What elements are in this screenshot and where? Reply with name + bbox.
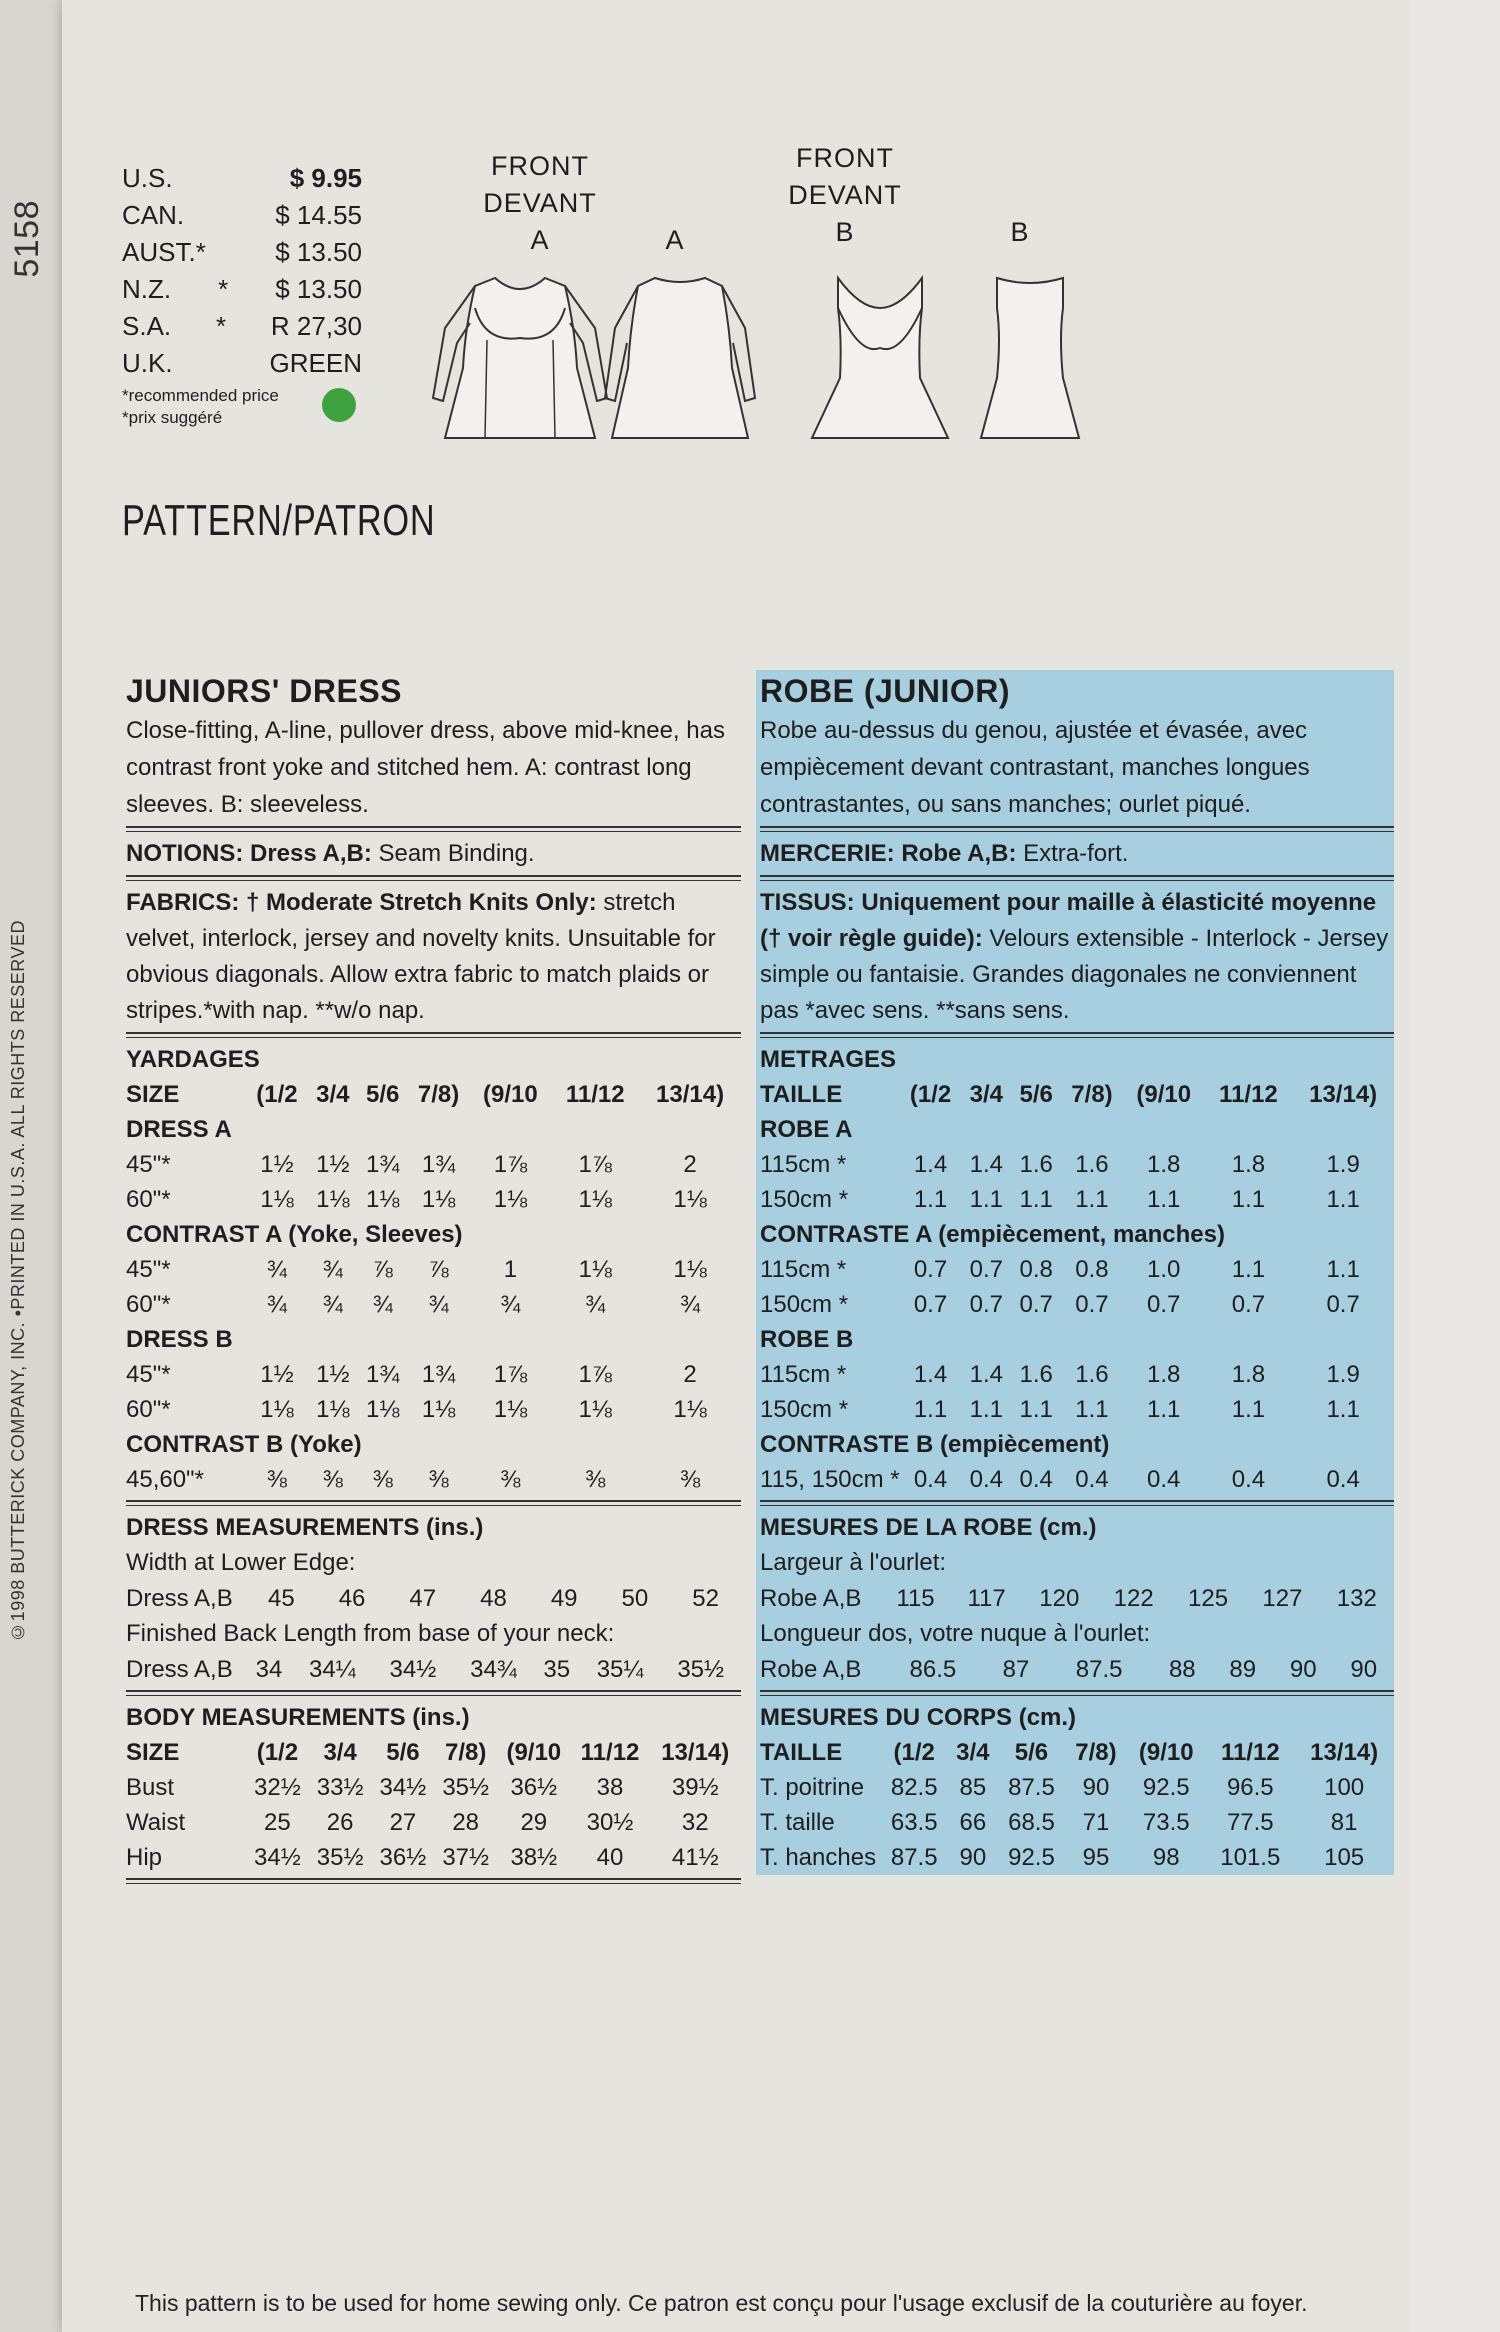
sketch-label-front-b: FRONT DEVANT B — [788, 143, 902, 247]
dress-measurements-heading: MESURES DE LA ROBE (cm.) — [760, 1514, 1097, 1541]
divider — [760, 1032, 1394, 1038]
width-label: Width at Lower Edge: — [126, 1549, 356, 1576]
price-row: S.A. * R 27,30 — [122, 311, 362, 341]
body-table — [760, 1735, 1394, 1875]
divider — [760, 1690, 1394, 1696]
table-row: Bust 32½ 33½ 34½ 35½ 36½ 38 39½ — [126, 1774, 719, 1801]
divider — [126, 1500, 741, 1506]
table-row: 115cm * 1.4 1.4 1.6 1.6 1.8 1.8 1.9 — [760, 1361, 1360, 1388]
table-row: 150cm * 1.1 1.1 1.1 1.1 1.1 1.1 1.1 — [760, 1396, 1360, 1423]
dress-b-back-sketch — [975, 268, 1085, 448]
table-row: Waist 25 26 27 28 29 30½ 32 — [126, 1809, 709, 1836]
divider — [760, 875, 1394, 881]
view-heading: ROBE A — [760, 1116, 853, 1143]
yardage-table — [126, 1077, 741, 1497]
section-title: ROBE (JUNIOR) — [760, 673, 1011, 709]
table-row: 150cm * 0.7 0.7 0.7 0.7 0.7 0.7 0.7 — [760, 1291, 1360, 1318]
dress-a-front-sketch — [425, 268, 615, 448]
size-header-row: SIZE (1/2 3/4 5/6 7/8) (9/10 11/12 13/14) — [126, 1739, 730, 1766]
table-row: 115cm * 1.4 1.4 1.6 1.6 1.8 1.8 1.9 — [760, 1151, 1360, 1178]
table-row: Dress A,B 45 46 47 48 49 50 52 — [126, 1585, 719, 1612]
left-edge — [0, 0, 62, 2332]
description: Close-fitting, A-line, pullover dress, above mid-knee, has contrast front yoke and stitched hem. A: contrast long sleeves. B: sleeveless. — [126, 717, 725, 818]
view-heading: DRESS B — [126, 1326, 233, 1353]
notions: NOTIONS: Dress A,B: Seam Binding. — [126, 840, 535, 867]
body-table — [126, 1735, 741, 1875]
table-row: Hip 34½ 35½ 36½ 37½ 38½ 40 41½ — [126, 1844, 719, 1871]
table-row: Robe A,B 115 117 120 122 125 127 132 — [760, 1585, 1377, 1612]
english-column — [126, 670, 741, 1888]
dress-a-back-sketch — [600, 268, 760, 448]
price-row: AUST.* $ 13.50 — [122, 237, 362, 267]
size-header-row: SIZE (1/2 3/4 5/6 7/8) (9/10 11/12 13/14) — [126, 1081, 725, 1108]
view-heading: CONTRASTE B (empiècement) — [760, 1431, 1110, 1458]
dress-b-front-sketch — [800, 268, 960, 448]
divider — [126, 826, 741, 832]
pattern-title: PATTERN/PATRON — [122, 496, 436, 545]
table-row: 60"* 1⅛ 1⅛ 1⅛ 1⅛ 1⅛ 1⅛ 1⅛ — [126, 1186, 707, 1213]
fabrics: TISSUS: Uniquement pour maille à élasticité moyenne († voir règle guide): Velours extensible - Interlock - Jersey simple ou fantaisie. Grandes diagonales ne conviennent pas *avec sens. **sans sens. — [760, 889, 1389, 1024]
description: Robe au-dessus du genou, ajustée et évasée, avec empiècement devant contrastant, manches longues contrastantes, ou sans manches; ourlet piqué. — [760, 717, 1310, 818]
yardage-table — [760, 1077, 1394, 1497]
view-heading: ROBE B — [760, 1326, 854, 1353]
table-row: 45"* 1½ 1½ 1¾ 1¾ 1⅞ 1⅞ 2 — [126, 1361, 697, 1388]
size-header-row: TAILLE (1/2 3/4 5/6 7/8) (9/10 11/12 13/14) — [760, 1739, 1379, 1766]
width-table — [760, 1581, 1394, 1616]
width-label: Largeur à l'ourlet: — [760, 1549, 947, 1576]
divider — [126, 1690, 741, 1696]
yardages-heading: YARDAGES — [126, 1046, 260, 1073]
view-heading: CONTRASTE A (empiècement, manches) — [760, 1221, 1225, 1248]
body-measurements-heading: MESURES DU CORPS (cm.) — [760, 1704, 1077, 1731]
price-list — [122, 160, 362, 382]
pattern-number: 5158 — [8, 200, 46, 278]
table-row: 115, 150cm * 0.4 0.4 0.4 0.4 0.4 0.4 0.4 — [760, 1466, 1360, 1493]
divider — [126, 1032, 741, 1038]
yardages-heading: METRAGES — [760, 1046, 897, 1073]
sketch-label-back-b: B — [1010, 217, 1030, 247]
fabrics: FABRICS: † Moderate Stretch Knits Only: stretch velvet, interlock, jersey and novelty knits. Unsuitable for obvious diagonals. Allow extra fabric to match plaids or stripes.*with nap. **w/o nap. — [126, 889, 716, 1024]
body-measurements-heading: BODY MEASUREMENTS (ins.) — [126, 1704, 470, 1731]
sketch-label-front-a: FRONT DEVANT A — [483, 151, 597, 255]
length-table — [126, 1652, 741, 1687]
copyright-text: ©1998 BUTTERICK COMPANY, INC. •PRINTED IN U.S.A. ALL RIGHTS RESERVED — [8, 920, 28, 1642]
stretch-gauge-flap — [1410, 0, 1500, 2332]
table-row: 60"* 1⅛ 1⅛ 1⅛ 1⅛ 1⅛ 1⅛ 1⅛ — [126, 1396, 707, 1423]
table-row: 45,60"* ⅜ ⅜ ⅜ ⅜ ⅜ ⅜ ⅜ — [126, 1466, 701, 1493]
divider — [126, 1878, 741, 1884]
divider — [760, 1500, 1394, 1506]
divider — [126, 875, 741, 881]
table-row: 60"* ¾ ¾ ¾ ¾ ¾ ¾ ¾ — [126, 1291, 701, 1318]
dress-measurements-heading: DRESS MEASUREMENTS (ins.) — [126, 1514, 484, 1541]
length-table — [760, 1652, 1394, 1687]
length-label: Finished Back Length from base of your neck: — [126, 1620, 615, 1647]
french-column — [756, 670, 1394, 1875]
price-notes: *recommended price *prix suggéré — [122, 386, 279, 427]
table-row: Robe A,B 86.5 87 87.5 88 89 90 90 — [760, 1656, 1378, 1683]
section-title: JUNIORS' DRESS — [126, 673, 402, 709]
price-row: U.S. $ 9.95 — [122, 163, 362, 193]
price-row: CAN. $ 14.55 — [122, 200, 362, 230]
table-row: T. taille 63.5 66 68.5 71 73.5 77.5 81 — [760, 1809, 1358, 1836]
table-row: 150cm * 1.1 1.1 1.1 1.1 1.1 1.1 1.1 — [760, 1186, 1360, 1213]
green-dot-icon — [322, 388, 356, 422]
length-label: Longueur dos, votre nuque à l'ourlet: — [760, 1620, 1151, 1647]
table-row: 45"* ¾ ¾ ⅞ ⅞ 1 1⅛ 1⅛ — [126, 1256, 707, 1283]
size-header-row: TAILLE (1/2 3/4 5/6 7/8) (9/10 11/12 13/14) — [760, 1081, 1378, 1108]
view-heading: CONTRAST A (Yoke, Sleeves) — [126, 1221, 463, 1248]
view-heading: DRESS A — [126, 1116, 232, 1143]
sketch-label-back-a: A — [665, 225, 685, 255]
table-row: Dress A,B 34 34¼ 34½ 34¾ 35 35¼ 35½ — [126, 1656, 725, 1683]
price-row: N.Z. * $ 13.50 — [122, 274, 362, 304]
table-row: T. hanches 87.5 90 92.5 95 98 101.5 105 — [760, 1844, 1365, 1871]
price-row: U.K. GREEN — [122, 348, 362, 378]
divider — [760, 826, 1394, 832]
view-heading: CONTRAST B (Yoke) — [126, 1431, 362, 1458]
table-row: T. poitrine 82.5 85 87.5 90 92.5 96.5 100 — [760, 1774, 1365, 1801]
footer-note: This pattern is to be used for home sewing only. Ce patron est conçu pour l'usage exclusif de la couturière au foyer. — [135, 2290, 1308, 2316]
table-row: 115cm * 0.7 0.7 0.8 0.8 1.0 1.1 1.1 — [760, 1256, 1360, 1283]
width-table — [126, 1581, 741, 1616]
table-row: 45"* 1½ 1½ 1¾ 1¾ 1⅞ 1⅞ 2 — [126, 1151, 697, 1178]
notions: MERCERIE: Robe A,B: Extra-fort. — [760, 840, 1129, 867]
